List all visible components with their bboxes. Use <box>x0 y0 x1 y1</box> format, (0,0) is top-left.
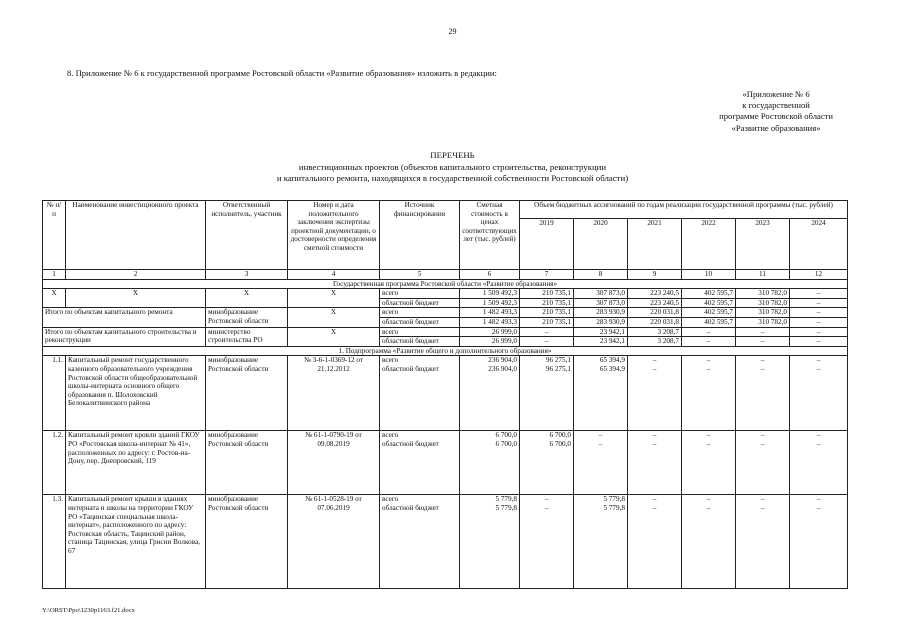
header-row <box>43 201 848 219</box>
value-cell: 223 240,5 <box>628 298 682 308</box>
project-name: Капитальный ремонт крыши в зданиях интерната и школы на территории ГКОУ РО «Тацинская специальная школа-интернат», расположенного по адресу: Ростовская область, Тацинский район, станица Тацинская, улица Грисии Волкова, 67 <box>66 495 206 589</box>
project-expertise: № 61-1-0528-19 от 07.06.2019 <box>288 495 380 589</box>
col-number: 7 <box>520 270 574 280</box>
value-cell: 402 595,7 <box>682 317 736 327</box>
value-budget: 6 700,0 <box>549 439 571 448</box>
value-cell: 310 782,0 <box>736 317 790 327</box>
value-cell: 307 873,0 <box>574 289 628 299</box>
subprogram-title: 1. Подпрограмма «Развитие общего и дополнительного образования» <box>43 346 848 356</box>
value-cell <box>628 431 682 495</box>
col-number: 1 <box>43 270 66 280</box>
summary-x: X <box>43 289 66 308</box>
value-cell: – <box>520 327 574 337</box>
value-cell <box>790 495 848 589</box>
value-budget: – <box>760 503 765 512</box>
program-row <box>43 279 848 289</box>
value-total: 5 779,8 <box>495 495 517 504</box>
value-cell: 1 509 492,3 <box>460 298 520 308</box>
year-header: 2019 <box>520 219 574 270</box>
construction-name: Итого по объектам капитального строительства и реконструкции <box>43 327 206 346</box>
source-cell: областной бюджет <box>380 317 460 327</box>
value-cell: – <box>790 308 848 318</box>
value-cell: 220 031,8 <box>628 308 682 318</box>
program-title: Государственная программа Ростовской области «Развитие образования» <box>43 279 848 289</box>
col-number: 11 <box>736 270 790 280</box>
value-budget: – <box>652 364 657 373</box>
value-budget: – <box>760 364 765 373</box>
value-cell: 210 735,1 <box>520 289 574 299</box>
value-cell <box>628 495 682 589</box>
header-name: Наименование инвестиционного проекта <box>66 201 206 270</box>
value-cell: 307 873,0 <box>574 298 628 308</box>
value-budget: – <box>816 439 821 448</box>
value-cell: – <box>790 327 848 337</box>
col-number: 4 <box>288 270 380 280</box>
value-cell: 283 930,9 <box>574 317 628 327</box>
value-total: – <box>652 356 657 365</box>
header-cost: Сметная стоимость в ценах соответствующих лет (тыс. рублей) <box>460 201 520 270</box>
value-total: – <box>706 431 711 440</box>
project-no: 1.1. <box>43 356 66 431</box>
project-row <box>43 356 848 431</box>
value-cell: 3 208,7 <box>628 327 682 337</box>
project-source <box>380 356 460 431</box>
header-no: № п/п <box>43 201 66 270</box>
value-cell: 223 240,5 <box>628 289 682 299</box>
summary-x: X <box>288 289 380 308</box>
construction-row-total <box>43 327 848 337</box>
col-number: 8 <box>574 270 628 280</box>
value-cell <box>790 356 848 431</box>
project-row <box>43 495 848 589</box>
source-total: всего <box>382 431 399 440</box>
source-budget: областной бюджет <box>382 364 439 373</box>
value-total: – <box>652 431 657 440</box>
value-budget: – <box>598 439 603 448</box>
value-cell: 310 782,0 <box>736 289 790 299</box>
value-total: – <box>760 431 765 440</box>
value-total: 6 700,0 <box>549 431 571 440</box>
value-cell: 26 999,0 <box>460 327 520 337</box>
document-title <box>0 150 905 185</box>
value-budget: 236 904,0 <box>488 364 517 373</box>
value-budget: – <box>816 503 821 512</box>
value-budget: – <box>706 364 711 373</box>
value-cell <box>736 356 790 431</box>
value-total: 6 700,0 <box>495 431 517 440</box>
project-row <box>43 431 848 495</box>
value-cell <box>682 356 736 431</box>
value-budget: 96 275,1 <box>545 364 571 373</box>
value-total: – <box>706 356 711 365</box>
value-cell: 23 942,1 <box>574 327 628 337</box>
value-cell: 402 595,7 <box>682 308 736 318</box>
value-cell <box>736 431 790 495</box>
value-cell: 210 735,1 <box>520 317 574 327</box>
year-header: 2022 <box>682 219 736 270</box>
construction-expertise: X <box>288 327 380 346</box>
title-line: ПЕРЕЧЕНЬ <box>430 150 475 160</box>
project-no: 1.2. <box>43 431 66 495</box>
value-cell: – <box>790 317 848 327</box>
value-cell <box>574 495 628 589</box>
value-cell: – <box>790 289 848 299</box>
value-cell: 310 782,0 <box>736 308 790 318</box>
source-budget: областной бюджет <box>382 439 439 448</box>
value-cell: – <box>520 337 574 347</box>
title-line: инвестиционных проектов (объектов капитального строительства, реконструкции <box>298 161 607 172</box>
header-source: Источник финансирования <box>380 201 460 270</box>
value-total: – <box>706 495 711 504</box>
project-name: Капитальный ремонт государственного казенного образовательного учреждения Ростовской области общеобразовательной школы-интерната основного общего образования п. Шолоховский Белокалитвинского района <box>66 356 206 431</box>
project-executor: минобразование Ростовской области <box>206 431 288 495</box>
header-expertise: Номер и дата положительного заключения экспертизы проектной документации, о достоверности определения сметной стоимости <box>288 201 380 270</box>
value-budget: 5 779,8 <box>495 503 517 512</box>
project-expertise: № 61-1-0790-19 от 09.08.2019 <box>288 431 380 495</box>
value-cell: 402 595,7 <box>682 298 736 308</box>
year-header: 2024 <box>790 219 848 270</box>
summary-row-total <box>43 289 848 299</box>
value-budget: – <box>652 439 657 448</box>
value-budget: – <box>706 439 711 448</box>
project-name: Капитальный ремонт кровли зданий ГКОУ РО «Ростовская школа-интернат № 41», расположенных по адресу: г. Ростов-на-Дону, пер. Днепровский, 119 <box>66 431 206 495</box>
col-number: 12 <box>790 270 848 280</box>
value-cell: 210 735,1 <box>520 308 574 318</box>
source-total: всего <box>382 356 399 365</box>
value-budget: 6 700,0 <box>495 439 517 448</box>
source-budget: областной бюджет <box>382 503 439 512</box>
header-volume: Объем бюджетных ассигнований по годам реализации государственной программы (тыс. рублей) <box>520 201 848 219</box>
source-cell: областной бюджет <box>380 337 460 347</box>
page-number: 29 <box>448 27 457 36</box>
capital-repair-executor: минобразование Ростовской области <box>206 308 288 327</box>
value-total: – <box>816 356 821 365</box>
value-budget: – <box>544 503 549 512</box>
value-cell: – <box>682 327 736 337</box>
appendix-line: «Развитие образования» <box>731 122 821 133</box>
value-cell: 220 031,8 <box>628 317 682 327</box>
project-executor: минобразование Ростовской области <box>206 356 288 431</box>
value-cell <box>736 495 790 589</box>
value-budget: – <box>652 503 657 512</box>
value-cell <box>628 356 682 431</box>
value-cell: 26 999,0 <box>460 337 520 347</box>
value-cell: – <box>682 337 736 347</box>
value-budget: – <box>706 503 711 512</box>
intro-text: 8. Приложение № 6 к государственной программе Ростовской области «Развитие образования» изложить в редакции: <box>67 68 497 78</box>
value-cell: 3 208,7 <box>628 337 682 347</box>
appendix-block <box>719 89 833 134</box>
value-cell: – <box>790 337 848 347</box>
source-cell: областной бюджет <box>380 298 460 308</box>
source-total: всего <box>382 495 399 504</box>
value-cell <box>790 431 848 495</box>
value-cell: 402 595,7 <box>682 289 736 299</box>
value-cell: 1 482 493,3 <box>460 308 520 318</box>
value-cell <box>460 431 520 495</box>
value-budget: – <box>760 439 765 448</box>
value-cell: – <box>736 327 790 337</box>
value-cell <box>574 356 628 431</box>
title-line: и капитального ремонта, находящихся в государственной собственности Ростовской области) <box>276 173 629 183</box>
investment-table <box>42 200 848 589</box>
source-cell: всего <box>380 289 460 299</box>
value-cell <box>574 431 628 495</box>
value-total: – <box>598 431 603 440</box>
value-cell: 210 735,1 <box>520 298 574 308</box>
project-source <box>380 431 460 495</box>
value-cell <box>520 431 574 495</box>
summary-x: X <box>206 289 288 308</box>
value-total: 96 275,1 <box>545 356 571 365</box>
value-total: – <box>544 495 549 504</box>
value-budget: 65 394,9 <box>599 364 625 373</box>
header-executor: Ответственный исполнитель, участник <box>206 201 288 270</box>
col-number: 10 <box>682 270 736 280</box>
subprogram-row <box>43 346 848 356</box>
value-cell <box>460 495 520 589</box>
value-total: – <box>816 431 821 440</box>
source-cell: всего <box>380 327 460 337</box>
value-cell <box>682 495 736 589</box>
file-path-footer: Y:\ORST\Ppo\1230p1163.f21.docx <box>42 607 135 614</box>
appendix-line: к государственной <box>742 100 810 111</box>
value-total: 236 904,0 <box>488 356 517 365</box>
appendix-line: «Приложение № 6 <box>742 89 810 99</box>
col-number: 3 <box>206 270 288 280</box>
summary-x: X <box>66 289 206 308</box>
value-cell: 283 930,9 <box>574 308 628 318</box>
col-number: 2 <box>66 270 206 280</box>
year-header: 2021 <box>628 219 682 270</box>
source-cell: всего <box>380 308 460 318</box>
value-cell <box>520 356 574 431</box>
year-header: 2023 <box>736 219 790 270</box>
col-number: 5 <box>380 270 460 280</box>
construction-executor: министерство строительства РО <box>206 327 288 346</box>
value-cell: 310 782,0 <box>736 298 790 308</box>
value-total: – <box>816 495 821 504</box>
capital-repair-name: Итого по объектам капитального ремонта <box>43 308 206 327</box>
value-budget: 5 779,8 <box>603 503 625 512</box>
value-cell: – <box>736 337 790 347</box>
capital-repair-expertise: X <box>288 308 380 327</box>
value-total: – <box>652 495 657 504</box>
appendix-line: программе Ростовской области <box>719 111 833 122</box>
value-total: – <box>760 356 765 365</box>
value-total: – <box>760 495 765 504</box>
value-cell <box>682 431 736 495</box>
value-cell: – <box>790 298 848 308</box>
column-number-row <box>43 270 848 280</box>
col-number: 9 <box>628 270 682 280</box>
project-source <box>380 495 460 589</box>
value-cell: 23 942,1 <box>574 337 628 347</box>
year-header: 2020 <box>574 219 628 270</box>
value-total: 65 394,9 <box>599 356 625 365</box>
project-executor: минобразование Ростовской области <box>206 495 288 589</box>
capital-repair-row-total <box>43 308 848 318</box>
value-total: 5 779,8 <box>603 495 625 504</box>
project-no: 1.3. <box>43 495 66 589</box>
value-cell <box>460 356 520 431</box>
value-cell: 1 482 493,3 <box>460 317 520 327</box>
col-number: 6 <box>460 270 520 280</box>
value-cell <box>520 495 574 589</box>
value-cell: 1 509 492,3 <box>460 289 520 299</box>
value-budget: – <box>816 364 821 373</box>
project-expertise: № 3-6-1-0369-12 от 21.12.2012 <box>288 356 380 431</box>
